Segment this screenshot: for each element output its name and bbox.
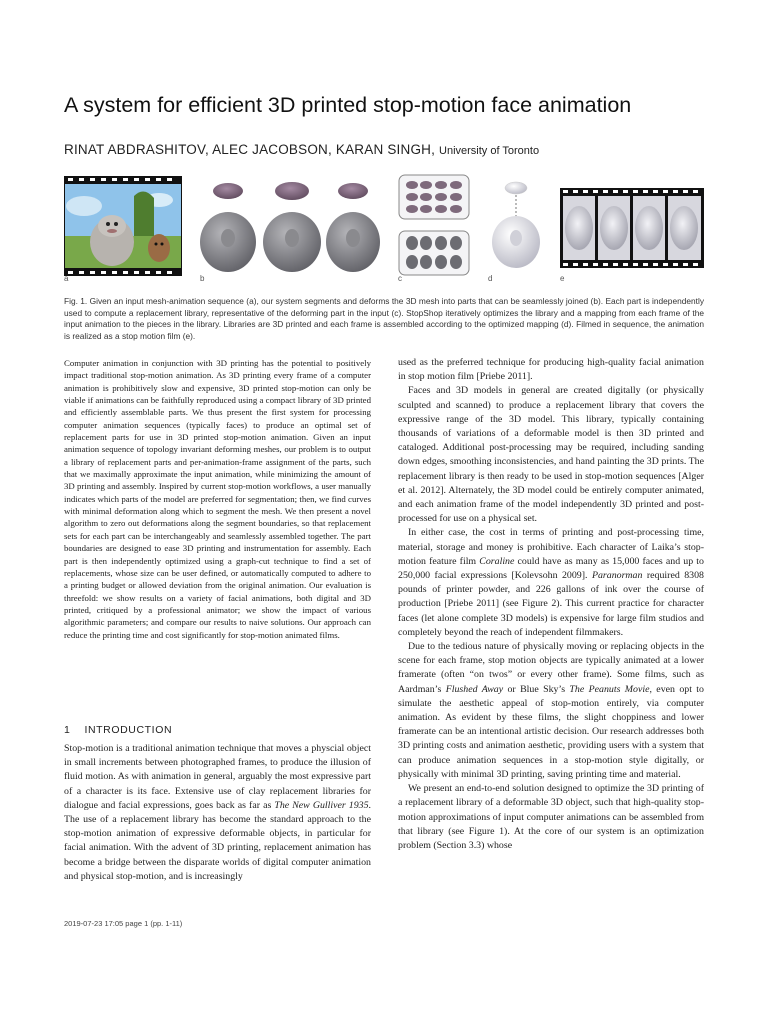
panel-e-stop-motion-film xyxy=(560,188,704,268)
panel-label-b: b xyxy=(200,274,205,283)
assembled-print-render xyxy=(488,180,544,270)
affiliation: University of Toronto xyxy=(439,145,540,157)
paper-title: A system for efficient 3D printed stop-motion face animation xyxy=(64,93,632,117)
body-paragraph xyxy=(398,640,704,782)
body-text: In either case, the cost in terms of printing and post-processing time, material, storage and money is prohibitive. Each character of Laika’s stop-motion feature film xyxy=(398,527,704,567)
body-text: or Blue Sky’s xyxy=(503,683,570,695)
teaser-figure xyxy=(64,170,704,290)
section-heading xyxy=(64,724,172,736)
body-paragraph: We present an end-to-end solution designed to optimize the 3D printing of a replacement library of a deformable 3D object, such that high-quality stop-motion approximations of input computer animations can be assembled from that library (see Figure 1). At the core of our system is an optimization problem (Section 3.3) whose xyxy=(398,783,704,851)
input-animation-frame-image xyxy=(64,176,182,276)
body-text: could have as many as 15,000 faces and up to 250,000 facial expressions [Kolevsohn 2009]. xyxy=(398,555,704,582)
section-number: 1 xyxy=(64,724,71,736)
panel-label-e: e xyxy=(560,274,565,283)
panel-d-assembled-print xyxy=(488,180,544,270)
film-title: Coraline xyxy=(479,555,515,567)
body-paragraph: Faces and 3D models in general are created digitally (or physically sculpted and scanned) to produce a replacement library that covers the expressive range of the 3D model. This library, typically containing thousands of variations of a deformable model is then 3D printed and cataloged. Additional post-processing may be required, including sanding down edges, smoothing inconsistencies, and hand painting the 3D prints. The replacement library is then ready to be used in stop-motion sequences [Alger et al. 2012]. Alternately, the 3D model could be entirely computer animated, and each animation frame of the model independently 3D printed and post-processed for use on a physical set. xyxy=(398,385,704,525)
panel-c-replacement-library xyxy=(398,174,470,276)
film-title: The New Gulliver 1935 xyxy=(274,799,369,811)
author-names: RINAT ABDRASHITOV, ALEC JACOBSON, KARAN SINGH, xyxy=(64,142,436,157)
figure-caption: Fig. 1. Given an input mesh-animation sequence (a), our system segments and deforms the 3D mesh into parts that can be seamlessly joined (b). Each part is independently used to compute a replacement library, representative of the deforming part in the input (c). StopShop iteratively optimizes the library and a mapping from each frame of the input animation to the pieces in the library. Libraries are 3D printed and each frame is assembled according to the optimized mapping (d). Filmed in sequence, the animation is realized as a stop motion film (e). xyxy=(64,296,704,341)
stop-motion-film-strip xyxy=(560,188,704,268)
panel-label-c: c xyxy=(398,274,402,283)
intro-left-column xyxy=(64,742,371,884)
film-title: Flushed Away xyxy=(445,683,504,695)
panel-label-d: d xyxy=(488,274,493,283)
panel-b-segmented-parts xyxy=(200,180,380,278)
body-text: , even opt to simulate the aesthetic appeal of stop-motion entirely, via computer animation. As evident by these films, the slight choppiness and lower framerate can be an intentional artistic decision. Our research addresses both 3D printing costs and animation aesthetic, providing users with a system that can produce animation sequences in a stop-motion style digitally, or physically with minimal 3D printing, saving printing time and material. xyxy=(398,683,704,780)
panel-label-a: a xyxy=(64,274,69,283)
body-paragraph xyxy=(398,526,704,640)
replacement-library-trays xyxy=(398,174,470,276)
section-title: INTRODUCTION xyxy=(84,724,173,736)
segmented-head-renders xyxy=(200,180,380,278)
page-footer: 2019-07-23 17:05 page 1 (pp. 1-11) xyxy=(64,919,183,928)
abstract xyxy=(64,357,371,641)
intro-text: Stop-motion is a traditional animation technique that moves a physcial object in small increments between photographed frames, to produce the illusion of fluid motion. As with animation in general, arguably the most expressive part of a character is its face. Extensive use of clay replacement libraries for dialogue and facial expressions, goes back as far as xyxy=(64,743,371,811)
body-text: required 8308 pounds of printer powder, and 226 gallons of ink over the course of production [Priebe 2011] (see Figure 2). This current practice for character faces (let alone complete 3D models) is expensive for large film studios and completely beyond the reach of independent filmmakers. xyxy=(398,570,704,638)
body-paragraph: used as the preferred technique for producing high-quality facial animation in stop motion film [Priebe 2011]. xyxy=(398,357,704,383)
intro-right-column xyxy=(398,356,704,853)
film-title: The Peanuts Movie xyxy=(569,683,650,695)
intro-text: . The use of a replacement library has become the standard approach to the stop-motion animation of expressive deformable objects, in particular for facial animation. With the advent of 3D printing, replacement animation has become a bridge between the disparate worlds of digital computer animation and physical stop-motion, and is increasingly xyxy=(64,799,371,882)
intro-paragraph xyxy=(64,742,371,884)
panel-a-input-animation xyxy=(64,176,182,276)
body-text: Due to the tedious nature of physically moving or replacing objects in the scene for each frame, stop motion objects are typically animated at a lower framerate (often “on twos” or every other frame). Some films, such as Aardman’s xyxy=(398,641,704,695)
film-title: Paranorman xyxy=(591,570,643,582)
author-line xyxy=(64,142,714,157)
abstract-text: Computer animation in conjunction with 3D printing has the potential to positively impact traditional stop-motion animation. As 3D printing every frame of a computer animation is prohibitively slow and expensive, 3D printed stop-motion can only be viable if animations can be faithfully reproduced using a compact library of 3D printed and efficiently assemblable parts. We thus present the first system for processing computer animation sequences (typically faces) to produce an optimal set of replacement parts for use in 3D printed stop-motion animation. Given an input animation sequence of topology invariant deforming meshes, our problem is to output a library of replacement parts and per-animation-frame assignment of the parts, such that we maximally approximate the input animation, while minimizing the amount of 3D printing and assembly. Inspired by current stop-motion workflows, a user manually indicates which parts of the model are preferred for segmentation; then, we find curves with minimal deformation along which to segment the mesh. We then present a novel algorithm to zero out deformations along the segment boundaries, so that replacement sets for each part can be interchangeably and seamlessly assembled together. The part boundaries are designed to ease 3D printing and instrumentation for assembly. Each part is then independently optimized using a graph-cut technique to find a set of replacements, whose size can be user defined, or automatically computed to adhere to a printing budget or allowed deviation from the original animation. Our evaluation is threefold: we show results on a variety of facial animations, both digital and 3D printed, critiqued by a professional animator; we show the impact of various algorithmic parameters; and compare our results to naive solutions. Our approach can reduce the printing time and cost significantly for stop-motion animated films. xyxy=(64,358,371,640)
